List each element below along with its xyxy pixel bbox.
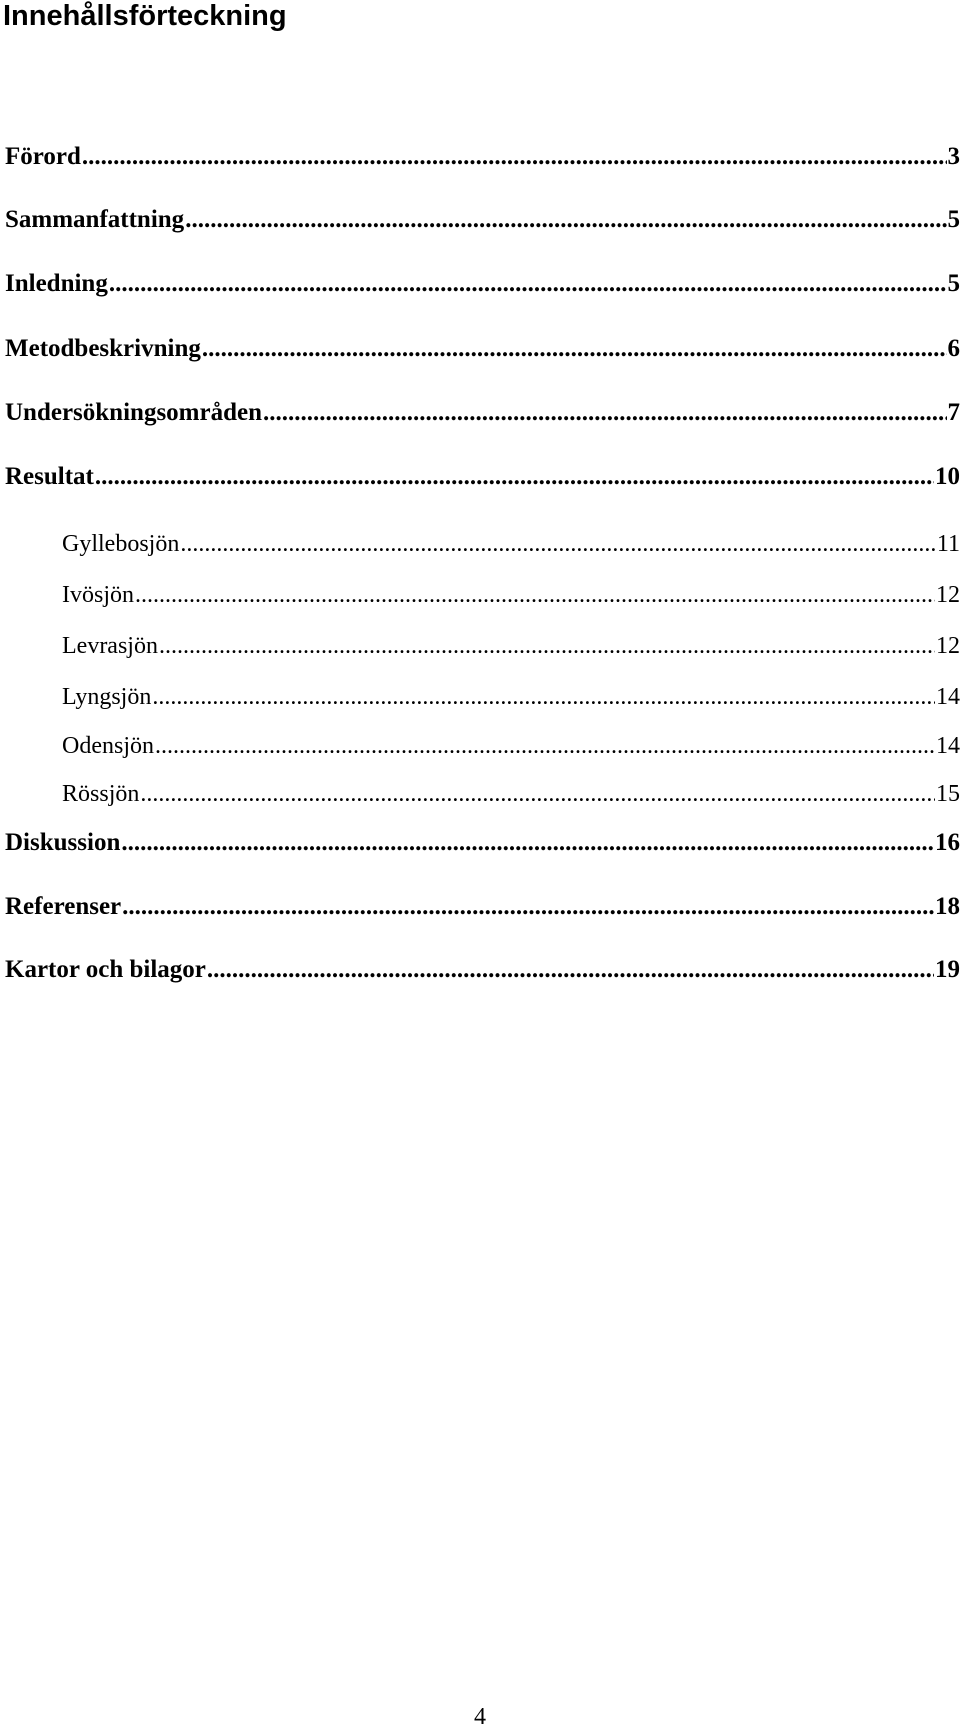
toc-entry-label: Kartor och bilagor: [5, 956, 206, 983]
toc-entry-page: 11: [936, 531, 960, 557]
toc-entry-page: 7: [947, 399, 960, 426]
toc-entry-page: 6: [947, 335, 960, 362]
toc-entry-referenser[interactable]: [5, 890, 960, 924]
dot-leader: [159, 629, 935, 663]
toc-entry-label: Referenser: [5, 893, 122, 920]
toc-title: Innehållsförteckning: [3, 0, 287, 32]
toc-entry-page: 5: [947, 206, 960, 233]
toc-entry-rossjon[interactable]: [62, 777, 960, 811]
dot-leader: [152, 680, 935, 714]
toc-entry-label: Odensjön: [62, 733, 154, 759]
toc-entry-page: 14: [936, 733, 960, 759]
toc-entry-inledning[interactable]: [5, 267, 960, 301]
dot-leader: [185, 203, 946, 237]
toc-entry-page: 16: [935, 829, 960, 856]
toc-entry-metodbeskrivning[interactable]: [5, 332, 960, 366]
toc-entry-page: 14: [936, 684, 960, 710]
toc-entry-page: 19: [935, 956, 960, 983]
toc-entry-page: 15: [936, 781, 960, 807]
page-number: 4: [474, 1704, 486, 1730]
toc-entry-label: Metodbeskrivning: [5, 335, 201, 362]
dot-leader: [207, 953, 934, 987]
dot-leader: [140, 777, 935, 811]
toc-entry-odensjon[interactable]: [62, 729, 960, 763]
toc-entry-page: 5: [947, 270, 960, 297]
dot-leader: [95, 460, 934, 494]
toc-entry-label: Lyngsjön: [62, 684, 152, 710]
dot-leader: [180, 527, 936, 561]
toc-entry-ivosjon[interactable]: [62, 578, 960, 612]
dot-leader: [121, 826, 934, 860]
toc-entry-gyllebosjon[interactable]: [62, 527, 960, 561]
toc-entry-sammanfattning[interactable]: [5, 203, 960, 237]
toc-entry-fororde[interactable]: [5, 140, 960, 174]
toc-entry-page: 3: [947, 143, 960, 170]
toc-entry-label: Undersökningsområden: [5, 399, 262, 426]
toc-entry-label: Rössjön: [62, 781, 140, 807]
toc-entry-page: 12: [936, 582, 960, 608]
toc-entry-label: Ivösjön: [62, 582, 134, 608]
dot-leader: [109, 267, 947, 301]
toc-entry-resultat[interactable]: [5, 460, 960, 494]
dot-leader: [135, 578, 935, 612]
toc-entry-label: Diskussion: [5, 829, 121, 856]
toc-entry-label: Förord: [5, 143, 81, 170]
toc-entry-label: Inledning: [5, 270, 108, 297]
dot-leader: [202, 332, 947, 366]
toc-entry-label: Gyllebosjön: [62, 531, 180, 557]
toc-entry-label: Levrasjön: [62, 633, 158, 659]
dot-leader: [155, 729, 935, 763]
dot-leader: [263, 396, 947, 430]
toc-entry-label: Sammanfattning: [5, 206, 185, 233]
toc-entry-diskussion[interactable]: [5, 826, 960, 860]
toc-entry-page: 18: [935, 893, 960, 920]
toc-entry-kartor-och-bilagor[interactable]: [5, 953, 960, 987]
dot-leader: [82, 140, 947, 174]
toc-entry-page: 12: [936, 633, 960, 659]
toc-entry-lyngsjon[interactable]: [62, 680, 960, 714]
dot-leader: [122, 890, 934, 924]
toc-entry-label: Resultat: [5, 463, 94, 490]
toc-entry-page: 10: [935, 463, 960, 490]
toc-entry-levrasjon[interactable]: [62, 629, 960, 663]
toc-entry-undersokningsomraden[interactable]: [5, 396, 960, 430]
